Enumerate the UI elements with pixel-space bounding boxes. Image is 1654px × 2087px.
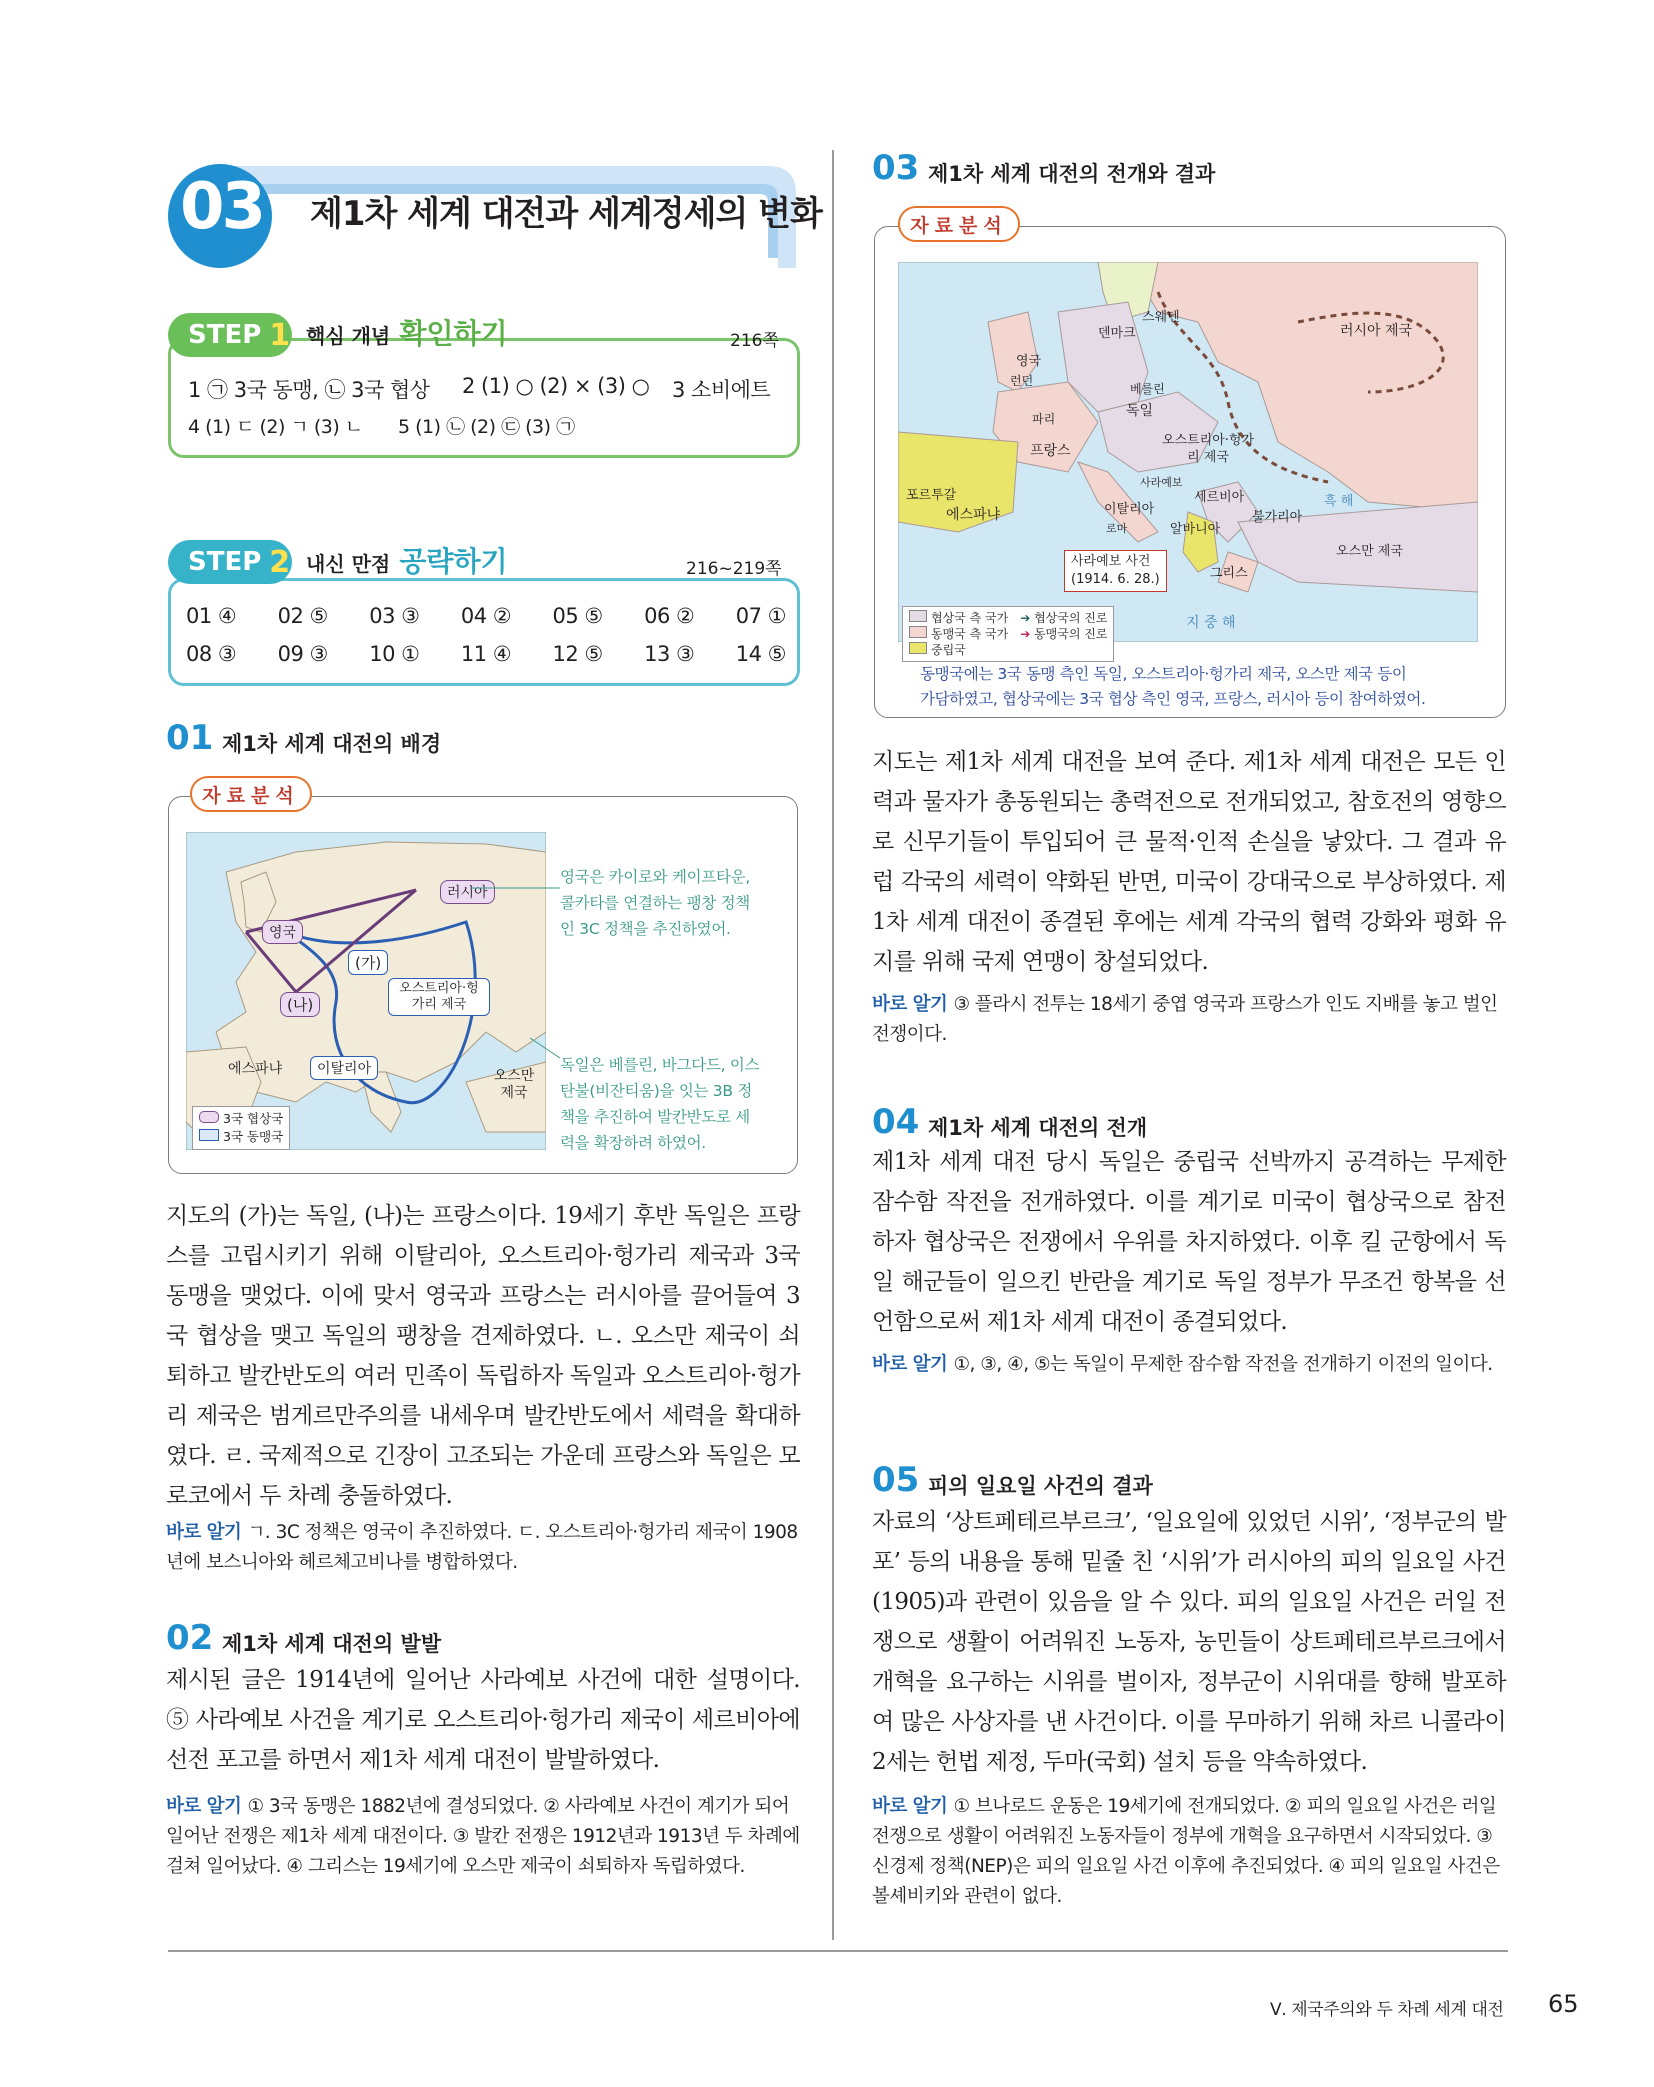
- legend-swatch: [909, 626, 927, 638]
- section-02-note: [166, 1792, 800, 1882]
- note-tag: 바로 알기: [166, 1796, 242, 1817]
- answer-item: 03 ③: [369, 604, 420, 628]
- answer-item: 11 ④: [460, 642, 512, 666]
- legend-neutral: [909, 642, 1008, 658]
- step1-pill: [168, 313, 292, 357]
- section-03-data-label: 자료분석: [898, 206, 1020, 242]
- section-03-number: 03: [872, 148, 920, 188]
- map01-label-spain: 에스파냐: [228, 1061, 283, 1077]
- map03-label-sarajevo: 사라예보: [1140, 476, 1183, 489]
- section-04-title: 제1차 세계 대전의 전개: [928, 1116, 1148, 1140]
- legend-label: 협상국 측 국가: [931, 611, 1009, 625]
- map01-legend: [192, 1106, 290, 1150]
- legend-alliance-label: 3국 동맹국: [223, 1129, 284, 1144]
- legend-swatch: [909, 610, 927, 622]
- section-02-body: 제시된 글은 1914년에 일어난 사라예보 사건에 대한 설명이다. ⑤ 사라예보 사건을 계기로 오스트리아·헝가리 제국이 세르비아에 선전 포고를 하면서 제1차 세계 대전이 발발하였다.: [166, 1667, 800, 1773]
- legend-label: 중립국: [931, 643, 966, 657]
- map03-label-germany: 독일: [1126, 403, 1154, 419]
- section-02-number: 02: [166, 1618, 214, 1658]
- arrow-icon: ➔: [1020, 627, 1031, 641]
- answer-item: 14 ⑤: [735, 642, 786, 666]
- step2-box: [168, 578, 800, 686]
- note-tag: 바로 알기: [166, 1522, 242, 1543]
- answer-item: 06 ②: [644, 604, 695, 628]
- map03-label-france: 프랑스: [1030, 443, 1071, 459]
- answer-item: 04 ②: [460, 604, 512, 628]
- step2-page: 216~219쪽: [686, 559, 782, 579]
- section-03-note: [872, 990, 1506, 1050]
- map03-label-black-sea: 흑 해: [1324, 494, 1354, 509]
- note-text: ③ 플라시 전투는 18세기 중엽 영국과 프랑스가 인도 지배를 놓고 벌인 전쟁이다.: [872, 994, 1498, 1045]
- answer-item: 09 ③: [277, 642, 328, 666]
- answer-item: 13 ③: [644, 642, 695, 666]
- step2-row2: [186, 642, 786, 666]
- note-tag: 바로 알기: [872, 1796, 948, 1817]
- legend-entente-swatch: [199, 1111, 219, 1123]
- answer-item: 02 ⑤: [277, 604, 328, 628]
- note-tag: 바로 알기: [872, 994, 948, 1015]
- note-tag: 바로 알기: [872, 1354, 948, 1375]
- step1-answer-2: 2 (1) ○ (2) × (3) ○: [462, 374, 650, 398]
- answer-item: 01 ④: [186, 604, 237, 628]
- note-text: ㄱ. 3C 정책은 영국이 추진하였다. ㄷ. 오스트리아·헝가리 제국이 1908년에 보스니아와 헤르체고비나를 병합하였다.: [166, 1522, 798, 1573]
- legend-entente-label: 3국 협상국: [223, 1111, 284, 1126]
- legend-column-fill: [909, 610, 1008, 658]
- step1-answer-5: 5 (1) ㉡ (2) ㉢ (3) ㉠: [398, 416, 575, 438]
- step2-title: [306, 540, 508, 580]
- arrow-icon: ➔: [1020, 611, 1031, 625]
- step1-title-b: 확인하기: [399, 317, 508, 350]
- map01-label-uk: 영국: [262, 920, 303, 944]
- map03-label-spain: 에스파냐: [946, 507, 1001, 523]
- bottom-rule: [168, 1950, 1508, 1952]
- step2-num: 2: [269, 544, 291, 580]
- step1-answer-4: 4 (1) ㄷ (2) ㄱ (3) ㄴ: [188, 416, 363, 438]
- step2-pill: [168, 540, 292, 584]
- map03-label-mediterranean: 지 중 해: [1186, 615, 1236, 631]
- column-divider: [832, 150, 834, 1940]
- step2-title-b: 공략하기: [399, 545, 508, 578]
- map03-label-austria: 오스트리아·헝가리 제국: [1161, 433, 1255, 465]
- map03-label-serbia: 세르비아: [1194, 490, 1245, 505]
- map03-label-uk: 영국: [1016, 354, 1042, 369]
- map01-label-ottoman: 오스만 제국: [493, 1068, 535, 1101]
- legend-column-arrows: [1020, 610, 1107, 658]
- answer-item: 08 ③: [186, 642, 237, 666]
- map03-label-albania: 알바니아: [1170, 522, 1221, 537]
- chapter-title: 제1차 세계 대전과 세계정세의 변화: [310, 194, 822, 234]
- step1-label: STEP: [188, 320, 262, 350]
- note-text: ① 브나로드 운동은 19세기에 전개되었다. ② 피의 일요일 사건은 러일 전쟁으로 생활이 어려워진 노동자들이 정부에 개혁을 요구하면서 시작되었다. ③ 신경제 정책(NEP)은 피의 일요일 사건 이후에 추진되었다. ④ 피의 일요일 사건은 볼셰비키와 관련이 없다.: [872, 1796, 1500, 1907]
- section-01-body: 지도의 (가)는 독일, (나)는 프랑스이다. 19세기 후반 독일은 프랑스를 고립시키기 위해 이탈리아, 오스트리아·헝가리 제국과 3국 동맹을 맺었다. 이에 맞서 영국과 프랑스는 러시아를 끌어들여 3국 협상을 맺고 독일의 팽창을 견제하였다. ㄴ. 오스만 제국이 쇠퇴하고 발칸반도의 여러 민족이 독립하자 독일과 오스트리아·헝가리 제국은 범게르만주의를 내세우며 발칸반도에서 세력을 확대하였다. ㄹ. 국제적으로 긴장이 고조되는 가운데 프랑스와 독일은 모로코에서 두 차례 충돌하였다.: [166, 1203, 800, 1509]
- map03-label-berlin: 베를린: [1130, 382, 1165, 396]
- note-text: ① 3국 동맹은 1882년에 결성되었다. ② 사라예보 사건이 계기가 되어 일어난 전쟁은 제1차 세계 대전이다. ③ 발칸 전쟁은 1912년과 1913년 두 차례에 걸쳐 일어났다. ④ 그리스는 19세기에 오스만 제국이 쇠퇴하자 독립하였다.: [166, 1796, 800, 1877]
- map03-label-ottoman: 오스만 제국: [1336, 544, 1403, 559]
- step1-answer-3: 3 소비에트: [672, 378, 771, 402]
- callout-line: 사라예보 사건: [1071, 554, 1151, 569]
- note-line: 책을 추진하여 발칸반도로 세: [560, 1108, 750, 1126]
- section-04-body: 제1차 세계 대전 당시 독일은 중립국 선박까지 공격하는 무제한 잠수함 작전을 전개하였다. 이를 계기로 미국이 협상국으로 참전하자 협상국은 전쟁에서 우위를 차지하였다. 이후 킬 군항에서 독일 해군들이 일으킨 반란을 계기로 독일 정부가 무조건 항복을 선언함으로써 제1차 세계 대전이 종결되었다.: [872, 1149, 1506, 1335]
- answer-item: 07 ①: [735, 604, 786, 628]
- leader-lines-svg: [470, 868, 570, 1078]
- note-line: 독일은 베를린, 바그다드, 이스: [560, 1056, 760, 1074]
- map03-label-portugal: 포르투갈: [906, 488, 957, 503]
- map03-label-paris: 파리: [1032, 412, 1056, 426]
- step1-num: 1: [269, 317, 291, 353]
- note-line: 력을 확장하려 하였어.: [560, 1134, 706, 1152]
- map03-legend: [902, 606, 1114, 662]
- map01-label-ga: (가): [348, 950, 388, 975]
- map03-label-bulgaria: 불가리아: [1252, 510, 1303, 525]
- legend-alliance: [199, 1128, 283, 1146]
- section-05-title: 피의 일요일 사건의 결과: [928, 1474, 1153, 1498]
- note-line: 콜카타를 연결하는 팽창 정책: [560, 894, 750, 912]
- caption-line: 가담하였고, 협상국에는 3국 협상 측인 영국, 프랑스, 러시아 등이 참여하였어.: [920, 690, 1426, 708]
- section-03-title: 제1차 세계 대전의 전개와 결과: [928, 162, 1216, 186]
- map03-label-london: 런던: [1010, 374, 1034, 388]
- legend-label: 협상국의 진로: [1034, 611, 1108, 625]
- note-line: 탄불(비잔티움)을 잇는 3B 정: [560, 1082, 753, 1100]
- section-05-note: [872, 1792, 1506, 1912]
- note-line: 영국은 카이로와 케이프타운,: [560, 868, 750, 886]
- caption-line: 동맹국에는 3국 동맹 측인 독일, 오스트리아·헝가리 제국, 오스만 제국 등이: [920, 665, 1407, 683]
- step2-label: STEP: [188, 547, 262, 577]
- section-04-number: 04: [872, 1102, 920, 1142]
- legend-alliance-swatch: [199, 1129, 219, 1141]
- map01-note-3b: [560, 1052, 788, 1156]
- map03-label-rome: 로마: [1106, 522, 1128, 535]
- section-01-number: 01: [166, 718, 214, 758]
- note-text: ①, ③, ④, ⑤는 독일이 무제한 잠수함 작전을 전개하기 이전의 일이다.: [953, 1354, 1493, 1375]
- step1-title: [306, 312, 508, 352]
- legend-central-route: [1020, 626, 1107, 642]
- step2-row1: [186, 604, 786, 628]
- section-01-note: [166, 1518, 800, 1578]
- map03-callout-sarajevo: [1064, 550, 1167, 592]
- map01-label-russia: 러시아: [440, 880, 495, 904]
- callout-line: (1914. 6. 28.): [1071, 572, 1160, 587]
- legend-entente-route: [1020, 610, 1107, 626]
- answer-item: 05 ⑤: [552, 604, 603, 628]
- step2-title-a: 내신 만점: [306, 552, 391, 576]
- map01-label-austria: 오스트리아·헝가리 제국: [388, 978, 490, 1016]
- step1-page: 216쪽: [730, 331, 779, 351]
- step1-answer-1: 1 ㉠ 3국 동맹, ㉡ 3국 협상: [188, 378, 430, 402]
- section-01-data-label: 자료분석: [190, 776, 312, 812]
- map01-label-italy: 이탈리아: [310, 1056, 378, 1080]
- map03-label-denmark: 덴마크: [1098, 326, 1136, 341]
- section-03-map-caption: [920, 662, 1490, 712]
- legend-label: 동맹국 측 국가: [931, 627, 1009, 641]
- footer-chapter: Ⅴ. 제국주의와 두 차례 세계 대전: [1270, 2000, 1504, 2020]
- map03-label-sweden: 스웨덴: [1142, 310, 1180, 325]
- page-number: 65: [1548, 1990, 1579, 2018]
- answer-item: 12 ⑤: [552, 642, 603, 666]
- map03-label-greece: 그리스: [1210, 566, 1248, 581]
- section-02-title: 제1차 세계 대전의 발발: [222, 1632, 442, 1656]
- legend-entente: [199, 1110, 283, 1128]
- map01-leader-lines: [470, 868, 570, 1078]
- section-05-number: 05: [872, 1460, 920, 1500]
- step1-title-a: 핵심 개념: [306, 324, 391, 348]
- legend-entente-side: [909, 610, 1008, 626]
- map03-label-russia: 러시아 제국: [1340, 323, 1413, 339]
- legend-label: 동맹국의 진로: [1034, 627, 1108, 641]
- section-01-title: 제1차 세계 대전의 배경: [222, 732, 442, 756]
- section-03-body: 지도는 제1차 세계 대전을 보여 준다. 제1차 세계 대전은 모든 인력과 물자가 총동원되는 총력전으로 전개되었고, 참호전의 영향으로 신무기들이 투입되어 큰 물적·인적 손실을 낳았다. 그 결과 유럽 각국의 세력이 약화된 반면, 미국이 강대국으로 부상하였다. 제1차 세계 대전이 종결된 후에는 세계 각국의 협력 강화와 평화 유지를 위해 국제 연맹이 창설되었다.: [872, 749, 1506, 975]
- map03-label-italy: 이탈리아: [1104, 502, 1155, 517]
- section-05-body: 자료의 ‘상트페테르부르크’, ‘일요일에 있었던 시위’, ‘정부군의 발포’ 등의 내용을 통해 밑줄 친 ‘시위’가 러시아의 피의 일요일 사건(1905)과 관련이 있음을 알 수 있다. 피의 일요일 사건은 러일 전쟁으로 생활이 어려워진 노동자, 농민들이 상트페테르부르크에서 개혁을 요구하는 시위를 벌이자, 정부군이 시위대를 향해 발포하여 많은 사상자를 낸 사건이다. 이를 무마하기 위해 차르 니콜라이 2세는 헌법 제정, 두마(국회) 설치 등을 약속하였다.: [872, 1509, 1506, 1775]
- chapter-number: 03: [180, 170, 264, 244]
- map01-label-na: (나): [280, 992, 320, 1017]
- legend-central-side: [909, 626, 1008, 642]
- note-line: 인 3C 정책을 추진하였어.: [560, 920, 731, 938]
- map01-note-3c: [560, 864, 788, 942]
- legend-swatch: [909, 642, 927, 654]
- answer-item: 10 ①: [369, 642, 420, 666]
- section-04-note: [872, 1350, 1506, 1380]
